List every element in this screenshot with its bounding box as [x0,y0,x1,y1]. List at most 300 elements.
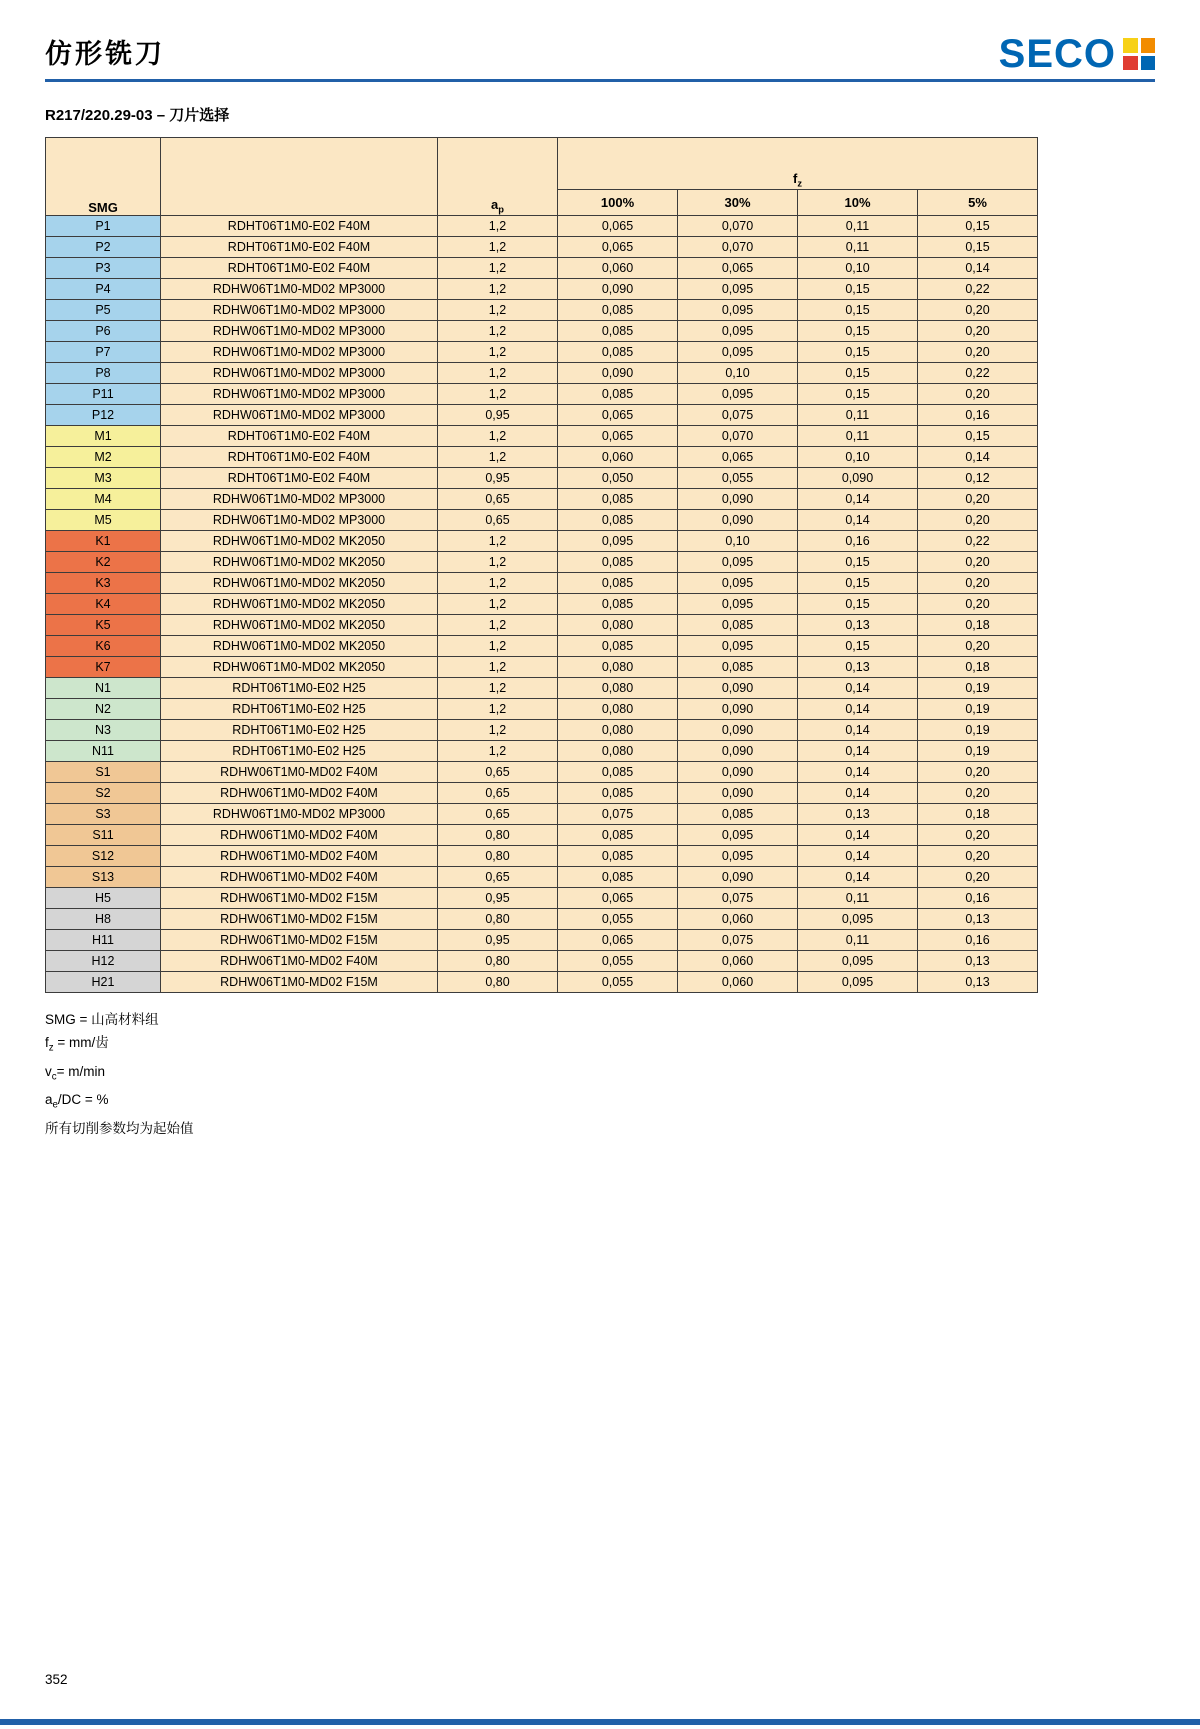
ap-cell: 1,2 [438,594,558,615]
ap-cell: 1,2 [438,699,558,720]
footnote-text: v [45,1063,52,1079]
table-row [46,867,1038,888]
smg-cell: S11 [46,825,161,846]
ap-cell: 0,95 [438,405,558,426]
smg-cell: S13 [46,867,161,888]
fz-value-cell: 0,20 [918,636,1038,657]
ap-cell: 0,80 [438,825,558,846]
seco-logo [998,32,1155,76]
fz-value-cell: 0,19 [918,720,1038,741]
smg-cell: S2 [46,783,161,804]
insert-name-cell: RDHW06T1M0-MD02 MP3000 [161,489,438,510]
ap-cell: 1,2 [438,657,558,678]
insert-name-cell: RDHW06T1M0-MD02 MP3000 [161,279,438,300]
fz-value-cell: 0,085 [558,783,678,804]
insert-name-cell: RDHW06T1M0-MD02 F40M [161,783,438,804]
table-row [46,762,1038,783]
insert-name-cell: RDHW06T1M0-MD02 F40M [161,951,438,972]
insert-name-cell: RDHW06T1M0-MD02 F15M [161,972,438,993]
fz-value-cell: 0,055 [678,468,798,489]
logo-square-blue [1141,56,1156,71]
smg-cell: P12 [46,405,161,426]
fz-value-cell: 0,075 [558,804,678,825]
fz-value-cell: 0,15 [798,384,918,405]
fz-value-cell: 0,15 [918,216,1038,237]
smg-cell: P1 [46,216,161,237]
ap-cell: 1,2 [438,384,558,405]
fz-value-cell: 0,15 [918,237,1038,258]
ap-cell: 1,2 [438,447,558,468]
ap-cell: 1,2 [438,321,558,342]
fz-value-cell: 0,20 [918,342,1038,363]
fz-value-cell: 0,085 [558,510,678,531]
ap-label-sub: p [498,205,504,215]
fz-value-cell: 0,085 [558,321,678,342]
insert-name-cell: RDHT06T1M0-E02 F40M [161,426,438,447]
smg-cell: P11 [46,384,161,405]
ap-cell: 0,65 [438,804,558,825]
smg-cell: N1 [46,678,161,699]
fz-value-cell: 0,13 [918,972,1038,993]
table-row [46,699,1038,720]
fz-value-cell: 0,14 [798,762,918,783]
table-row [46,720,1038,741]
footnote-subscript: z [48,1042,54,1054]
fz-value-cell: 0,095 [678,573,798,594]
fz-value-cell: 0,14 [918,258,1038,279]
fz-value-cell: 0,095 [798,972,918,993]
fz-value-cell: 0,13 [918,951,1038,972]
fz-value-cell: 0,19 [918,678,1038,699]
fz-value-cell: 0,16 [918,888,1038,909]
ap-cell: 1,2 [438,258,558,279]
col-header-percent: 100% [558,190,678,216]
table-row [46,237,1038,258]
smg-cell: M2 [46,447,161,468]
fz-value-cell: 0,080 [558,720,678,741]
ap-cell: 0,65 [438,867,558,888]
footnote-line [45,1008,1155,1031]
table-row [46,300,1038,321]
footnote-line [45,1088,1155,1117]
insert-name-cell: RDHW06T1M0-MD02 MP3000 [161,510,438,531]
fz-value-cell: 0,16 [798,531,918,552]
fz-value-cell: 0,22 [918,531,1038,552]
fz-value-cell: 0,15 [798,279,918,300]
fz-value-cell: 0,12 [918,468,1038,489]
fz-value-cell: 0,085 [678,615,798,636]
ap-cell: 1,2 [438,678,558,699]
ap-cell: 0,65 [438,489,558,510]
insert-name-cell: RDHW06T1M0-MD02 F40M [161,867,438,888]
fz-value-cell: 0,14 [918,447,1038,468]
smg-cell: P3 [46,258,161,279]
insert-name-cell: RDHW06T1M0-MD02 F15M [161,888,438,909]
col-header-ap [438,138,558,216]
table-row [46,510,1038,531]
fz-value-cell: 0,065 [558,426,678,447]
fz-value-cell: 0,055 [558,972,678,993]
smg-cell: M5 [46,510,161,531]
smg-cell: K4 [46,594,161,615]
ap-cell: 0,80 [438,846,558,867]
smg-cell: H8 [46,909,161,930]
smg-cell: P7 [46,342,161,363]
fz-value-cell: 0,060 [558,447,678,468]
fz-value-cell: 0,085 [678,657,798,678]
fz-value-cell: 0,065 [678,447,798,468]
fz-value-cell: 0,085 [558,300,678,321]
footnote-line [45,1031,1155,1060]
fz-value-cell: 0,065 [558,405,678,426]
fz-value-cell: 0,080 [558,678,678,699]
smg-cell: P4 [46,279,161,300]
fz-value-cell: 0,060 [558,258,678,279]
smg-cell: M4 [46,489,161,510]
insert-name-cell: RDHW06T1M0-MD02 MP3000 [161,321,438,342]
ap-cell: 0,95 [438,930,558,951]
fz-value-cell: 0,22 [918,279,1038,300]
fz-value-cell: 0,20 [918,321,1038,342]
fz-value-cell: 0,20 [918,594,1038,615]
col-header-fz [558,138,1038,190]
fz-value-cell: 0,065 [678,258,798,279]
fz-value-cell: 0,070 [678,237,798,258]
fz-value-cell: 0,11 [798,888,918,909]
fz-value-cell: 0,090 [678,741,798,762]
seco-logo-icon [1123,38,1155,70]
ap-label-base: a [491,197,499,213]
insert-name-cell: RDHW06T1M0-MD02 MK2050 [161,552,438,573]
insert-name-cell: RDHW06T1M0-MD02 F40M [161,762,438,783]
fz-value-cell: 0,085 [558,825,678,846]
insert-name-cell: RDHW06T1M0-MD02 MK2050 [161,615,438,636]
smg-cell: K2 [46,552,161,573]
table-row [46,888,1038,909]
fz-value-cell: 0,18 [918,657,1038,678]
fz-value-cell: 0,15 [798,573,918,594]
fz-value-cell: 0,065 [558,237,678,258]
fz-value-cell: 0,095 [678,384,798,405]
table-row [46,846,1038,867]
footnotes [45,1008,1155,1140]
fz-value-cell: 0,095 [798,951,918,972]
fz-value-cell: 0,060 [678,951,798,972]
fz-value-cell: 0,055 [558,909,678,930]
table-row [46,615,1038,636]
table-row [46,678,1038,699]
fz-value-cell: 0,090 [678,762,798,783]
fz-value-cell: 0,085 [558,342,678,363]
fz-value-cell: 0,080 [558,657,678,678]
ap-cell: 1,2 [438,300,558,321]
fz-value-cell: 0,20 [918,510,1038,531]
fz-value-cell: 0,050 [558,468,678,489]
insert-name-cell: RDHW06T1M0-MD02 MP3000 [161,804,438,825]
fz-value-cell: 0,14 [798,825,918,846]
fz-value-cell: 0,20 [918,552,1038,573]
fz-value-cell: 0,10 [678,363,798,384]
page-number: 352 [45,1672,68,1687]
insert-name-cell: RDHT06T1M0-E02 F40M [161,468,438,489]
smg-cell: P5 [46,300,161,321]
smg-cell: N2 [46,699,161,720]
fz-value-cell: 0,060 [678,909,798,930]
footnote-text: 所有切削参数均为起始值 [45,1121,194,1137]
fz-value-cell: 0,065 [558,216,678,237]
table-row [46,657,1038,678]
table-row [46,594,1038,615]
fz-value-cell: 0,085 [558,762,678,783]
insert-name-cell: RDHW06T1M0-MD02 MP3000 [161,384,438,405]
fz-value-cell: 0,085 [558,594,678,615]
fz-value-cell: 0,090 [678,678,798,699]
fz-value-cell: 0,14 [798,846,918,867]
fz-value-cell: 0,070 [678,216,798,237]
table-row [46,909,1038,930]
ap-cell: 0,65 [438,762,558,783]
fz-value-cell: 0,090 [558,279,678,300]
fz-value-cell: 0,080 [558,741,678,762]
col-header-percent: 5% [918,190,1038,216]
fz-value-cell: 0,22 [918,363,1038,384]
table-header [46,138,1038,216]
fz-value-cell: 0,14 [798,699,918,720]
fz-value-cell: 0,14 [798,867,918,888]
insert-selection-table [45,137,1038,993]
fz-value-cell: 0,095 [678,594,798,615]
fz-value-cell: 0,14 [798,783,918,804]
footnote-subscript: e [52,1100,58,1112]
smg-cell: K6 [46,636,161,657]
ap-cell: 0,80 [438,909,558,930]
header-rule [45,79,1155,82]
fz-value-cell: 0,20 [918,867,1038,888]
col-header-percent: 30% [678,190,798,216]
insert-name-cell: RDHT06T1M0-E02 H25 [161,678,438,699]
col-header-insert-name [161,138,438,216]
fz-value-cell: 0,16 [918,930,1038,951]
ap-cell: 1,2 [438,279,558,300]
fz-value-cell: 0,085 [558,636,678,657]
ap-cell: 0,80 [438,951,558,972]
fz-value-cell: 0,11 [798,426,918,447]
insert-name-cell: RDHT06T1M0-E02 F40M [161,258,438,279]
fz-value-cell: 0,14 [798,510,918,531]
insert-name-cell: RDHW06T1M0-MD02 MK2050 [161,594,438,615]
fz-value-cell: 0,11 [798,237,918,258]
table-row [46,552,1038,573]
fz-value-cell: 0,11 [798,930,918,951]
table-row [46,783,1038,804]
section-heading: R217/220.29-03 – 刀片选择 [45,107,230,124]
catalog-page [0,32,1200,1687]
table-row [46,258,1038,279]
fz-value-cell: 0,19 [918,699,1038,720]
smg-cell: S12 [46,846,161,867]
table-row [46,741,1038,762]
fz-value-cell: 0,18 [918,804,1038,825]
insert-name-cell: RDHT06T1M0-E02 H25 [161,699,438,720]
ap-cell: 0,80 [438,972,558,993]
fz-value-cell: 0,10 [798,447,918,468]
insert-name-cell: RDHW06T1M0-MD02 MK2050 [161,636,438,657]
insert-name-cell: RDHW06T1M0-MD02 MP3000 [161,363,438,384]
ap-cell: 0,65 [438,783,558,804]
fz-value-cell: 0,13 [798,657,918,678]
footnote-line [45,1060,1155,1089]
table-row [46,321,1038,342]
col-header-percent: 10% [798,190,918,216]
fz-value-cell: 0,090 [558,363,678,384]
fz-value-cell: 0,20 [918,573,1038,594]
ap-cell: 1,2 [438,741,558,762]
logo-square-yellow [1123,38,1138,53]
insert-name-cell: RDHT06T1M0-E02 H25 [161,741,438,762]
ap-cell: 0,95 [438,888,558,909]
insert-name-cell: RDHW06T1M0-MD02 MK2050 [161,531,438,552]
footnote-subscript: c [51,1071,57,1083]
ap-cell: 0,95 [438,468,558,489]
fz-value-cell: 0,080 [558,699,678,720]
fz-value-cell: 0,095 [798,909,918,930]
fz-value-cell: 0,095 [678,300,798,321]
fz-value-cell: 0,20 [918,783,1038,804]
fz-value-cell: 0,10 [798,258,918,279]
fz-value-cell: 0,095 [558,531,678,552]
fz-value-cell: 0,085 [558,384,678,405]
table-row [46,468,1038,489]
fz-value-cell: 0,20 [918,846,1038,867]
ap-cell: 1,2 [438,363,558,384]
fz-value-cell: 0,15 [798,552,918,573]
ap-cell: 1,2 [438,531,558,552]
insert-name-cell: RDHW06T1M0-MD02 F40M [161,825,438,846]
footnote-line [45,1117,1155,1140]
table-row [46,930,1038,951]
fz-value-cell: 0,085 [558,867,678,888]
table-row [46,342,1038,363]
fz-value-cell: 0,10 [678,531,798,552]
insert-name-cell: RDHW06T1M0-MD02 MP3000 [161,342,438,363]
fz-value-cell: 0,075 [678,888,798,909]
insert-name-cell: RDHW06T1M0-MD02 MP3000 [161,405,438,426]
table-row [46,531,1038,552]
fz-value-cell: 0,090 [678,867,798,888]
fz-value-cell: 0,15 [798,636,918,657]
fz-label-base: f [793,171,798,187]
fz-label-sub: z [797,179,803,189]
fz-value-cell: 0,090 [798,468,918,489]
table-row [46,279,1038,300]
fz-value-cell: 0,090 [678,699,798,720]
fz-value-cell: 0,085 [558,846,678,867]
table-row [46,405,1038,426]
fz-value-cell: 0,085 [558,552,678,573]
smg-cell: H12 [46,951,161,972]
table-row [46,951,1038,972]
fz-value-cell: 0,14 [798,489,918,510]
insert-name-cell: RDHW06T1M0-MD02 F40M [161,846,438,867]
fz-value-cell: 0,090 [678,489,798,510]
fz-value-cell: 0,080 [558,615,678,636]
table-row [46,804,1038,825]
fz-value-cell: 0,15 [918,426,1038,447]
smg-cell: M3 [46,468,161,489]
fz-value-cell: 0,095 [678,636,798,657]
footnote-text: = mm/齿 [53,1035,109,1050]
fz-value-cell: 0,060 [678,972,798,993]
fz-value-cell: 0,14 [798,678,918,699]
smg-cell: K5 [46,615,161,636]
smg-cell: K1 [46,531,161,552]
smg-cell: K7 [46,657,161,678]
fz-value-cell: 0,15 [798,363,918,384]
fz-value-cell: 0,20 [918,489,1038,510]
fz-value-cell: 0,090 [678,720,798,741]
insert-name-cell: RDHT06T1M0-E02 F40M [161,447,438,468]
insert-name-cell: RDHW06T1M0-MD02 F15M [161,909,438,930]
ap-cell: 0,65 [438,510,558,531]
table-row [46,426,1038,447]
fz-value-cell: 0,15 [798,321,918,342]
seco-logo-text: SECO [998,32,1116,76]
table-row [46,636,1038,657]
fz-value-cell: 0,085 [558,573,678,594]
ap-cell: 1,2 [438,720,558,741]
smg-cell: P2 [46,237,161,258]
fz-value-cell: 0,065 [558,888,678,909]
fz-value-cell: 0,095 [678,321,798,342]
table-row [46,573,1038,594]
footnote-text: f [45,1035,49,1050]
logo-square-orange [1141,38,1156,53]
ap-cell: 1,2 [438,426,558,447]
fz-value-cell: 0,095 [678,342,798,363]
smg-cell: H11 [46,930,161,951]
ap-cell: 1,2 [438,216,558,237]
fz-value-cell: 0,095 [678,552,798,573]
ap-cell: 1,2 [438,615,558,636]
table-row [46,447,1038,468]
table-row [46,216,1038,237]
fz-value-cell: 0,15 [798,594,918,615]
smg-cell: P6 [46,321,161,342]
smg-cell: N11 [46,741,161,762]
footnote-text: a [45,1092,53,1108]
insert-name-cell: RDHT06T1M0-E02 H25 [161,720,438,741]
table-header-row-top [46,138,1038,190]
insert-name-cell: RDHW06T1M0-MD02 MK2050 [161,657,438,678]
logo-square-red [1123,56,1138,71]
fz-value-cell: 0,070 [678,426,798,447]
insert-name-cell: RDHW06T1M0-MD02 F15M [161,930,438,951]
fz-value-cell: 0,16 [918,405,1038,426]
smg-cell: H5 [46,888,161,909]
table-row [46,972,1038,993]
fz-value-cell: 0,20 [918,384,1038,405]
fz-value-cell: 0,055 [558,951,678,972]
fz-value-cell: 0,14 [798,741,918,762]
fz-value-cell: 0,13 [798,804,918,825]
fz-value-cell: 0,18 [918,615,1038,636]
table-row [46,363,1038,384]
page-title: 仿形铣刀 [45,39,165,70]
smg-cell: S1 [46,762,161,783]
ap-cell: 1,2 [438,342,558,363]
page-header [45,32,1155,76]
table-row [46,489,1038,510]
